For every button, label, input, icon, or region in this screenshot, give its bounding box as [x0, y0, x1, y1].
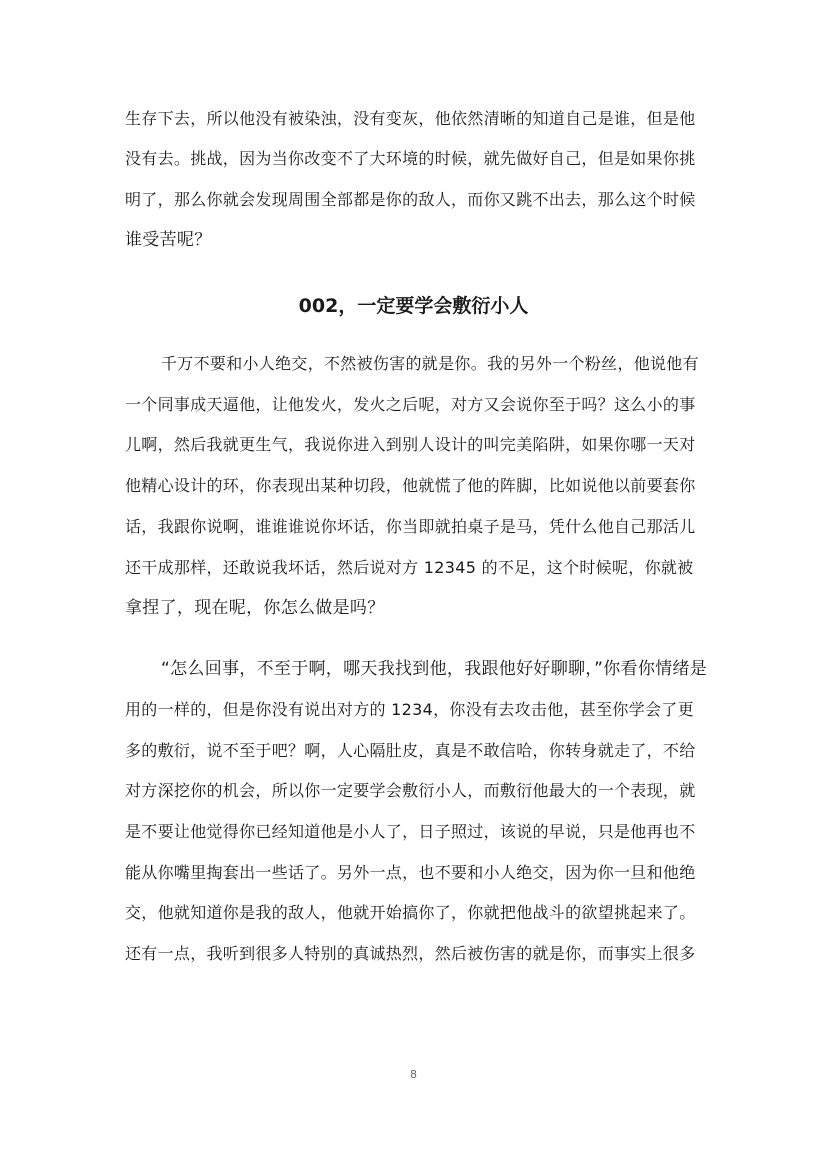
text-line: 明了，那么你就会发现周围全部都是你的敌人，而你又跳不出去，那么这个时候 — [125, 190, 696, 209]
text-line: 用的一样的，但是你没有说出对方的 1234，你没有去攻击他，甚至你学会了更 — [125, 700, 694, 719]
text-line: 谁受苦呢？ — [125, 230, 212, 250]
text-line: 儿啊，然后我就更生气，我说你进入到别人设计的叫完美陷阱，如果你哪一天对 — [125, 435, 696, 454]
text-line: 能从你嘴里掏套出一些话了。另外一点，也不要和小人绝交，因为你一旦和他绝 — [125, 863, 696, 882]
text-line: 对方深挖你的机会，所以你一定要学会敷衍小人，而敷衍他最大的一个表现，就 — [125, 781, 696, 800]
text-line: 生存下去，所以他没有被染浊，没有变灰，他依然清晰的知道自己是谁，但是他 — [125, 109, 696, 128]
text-line: 是不要让他觉得你已经知道他是小人了，日子照过，该说的早说，只是他再也不 — [125, 822, 696, 841]
text-line: 他精心设计的环，你表现出某种切段，他就慌了他的阵脚，比如说他以前要套你 — [125, 476, 696, 495]
text-line: 交，他就知道你是我的敌人，他就开始搞你了，你就把他战斗的欲望挑起来了。 — [125, 903, 696, 922]
text-line: 话，我跟你说啊，谁谁谁说你坏话，你当即就拍桌子是马，凭什么他自己那活儿 — [125, 517, 696, 536]
text-line: 拿捏了，现在呢，你怎么做是吗？ — [125, 598, 385, 618]
section-heading: 002，一定要学会敷衍小人 — [298, 295, 529, 317]
page-number: 8 — [410, 1068, 417, 1081]
text-line: 没有去。挑战，因为当你改变不了大环境的时候，就先做好自己，但是如果你挑 — [125, 149, 696, 168]
text-line: 多的敷衍，说不至于吧？啊，人心隔肚皮，真是不敢信哈，你转身就走了，不给 — [125, 741, 696, 760]
text-line: 还干成那样，还敢说我坏话，然后说对方 12345 的不足，这个时候呢，你就被 — [125, 558, 694, 577]
text-line: “怎么回事，不至于啊，哪天我找到他，我跟他好好聊聊，”你看你情绪是 — [161, 659, 708, 679]
text-line: 还有一点，我听到很多人特别的真诚热烈，然后被伤害的就是你，而事实上很多 — [125, 944, 696, 963]
text-line: 一个同事成天逼他，让他发火，发火之后呢，对方又会说你至于吗？这么小的事 — [125, 395, 696, 414]
text-line: 千万不要和小人绝交，不然被伤害的就是你。我的另外一个粉丝，他说他有 — [161, 354, 699, 373]
